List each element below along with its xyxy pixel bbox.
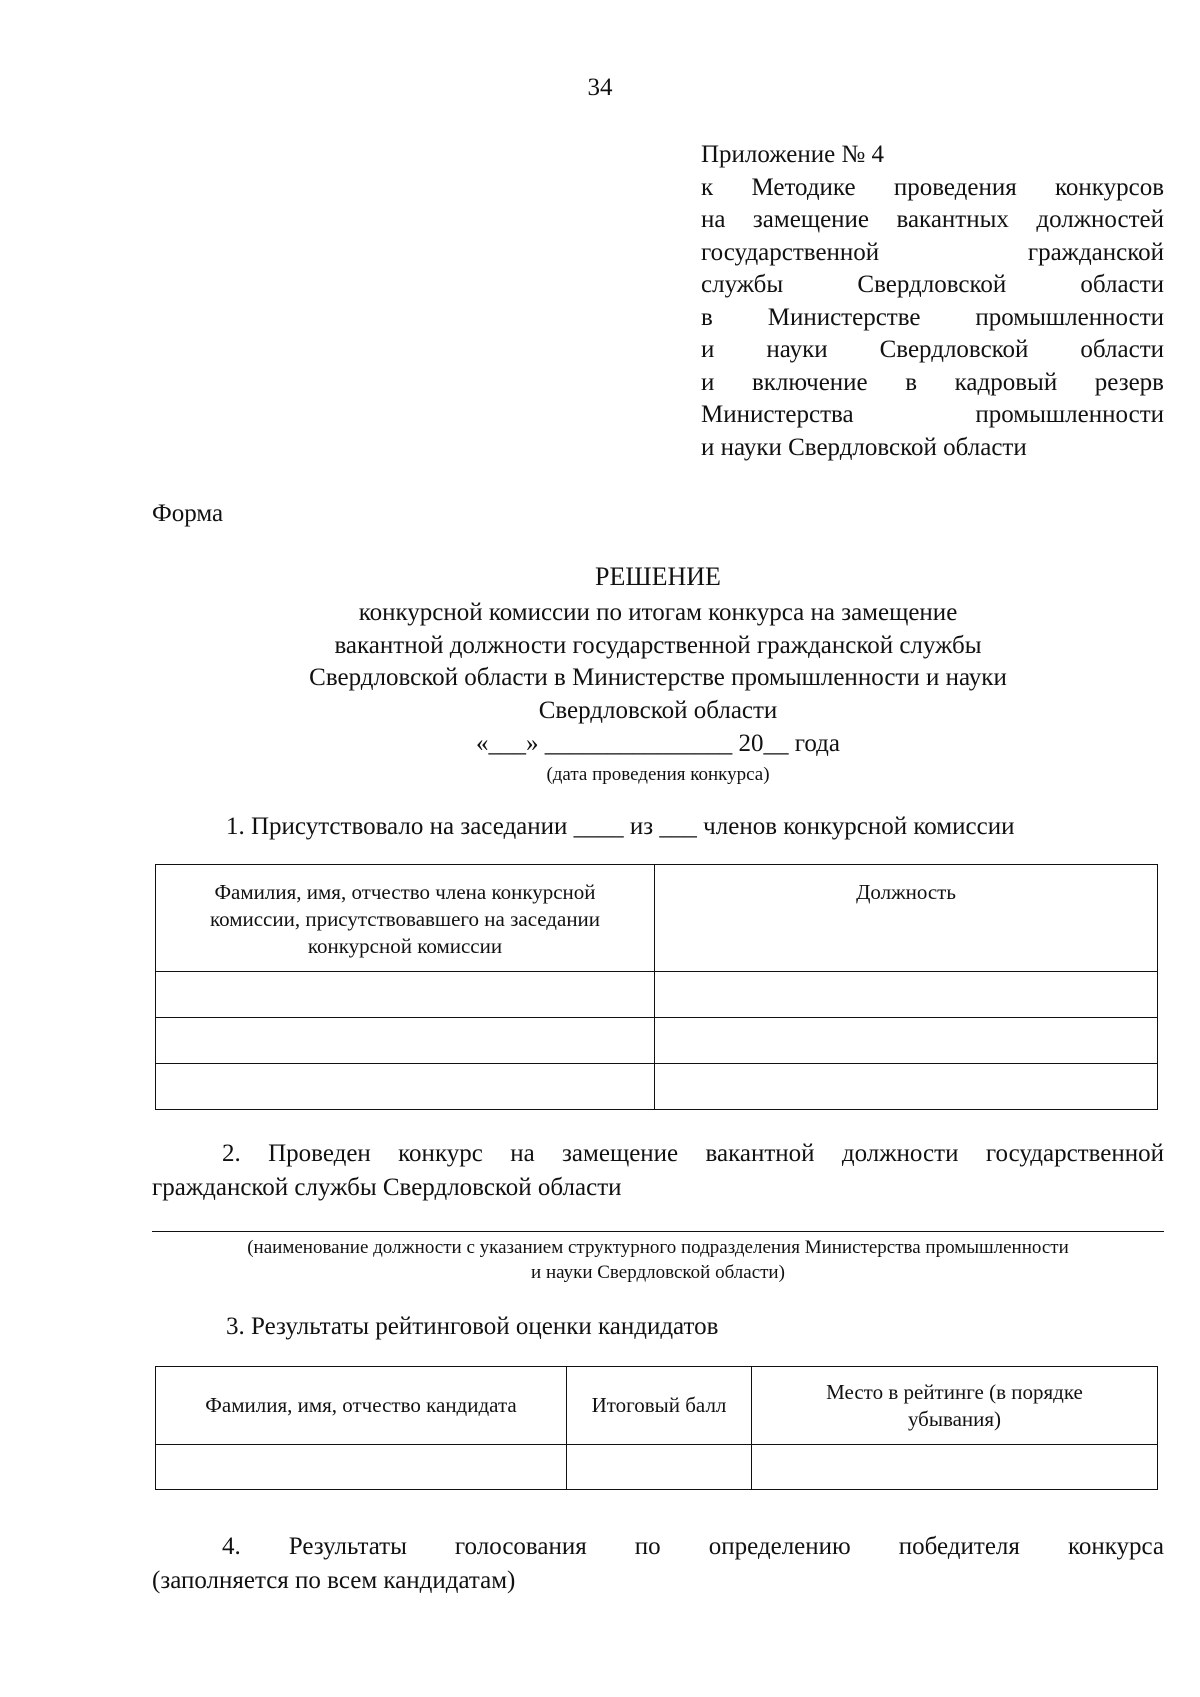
table-row — [156, 1064, 1158, 1110]
rating-header-place-text: Место в рейтинге (в порядке убывания) — [826, 1380, 1083, 1431]
rating-header-place — [752, 1367, 1158, 1445]
appendix-line: в Министерстве промышленности — [701, 303, 1164, 331]
table-cell[interactable] — [156, 1445, 567, 1490]
appendix-line: на замещение вакантных должностей — [701, 206, 1164, 233]
table-header-row — [156, 865, 1158, 972]
table-cell[interactable] — [752, 1445, 1158, 1490]
members-table — [155, 864, 1158, 1110]
table-cell[interactable] — [156, 972, 655, 1018]
decision-subtitle-line: Свердловской области в Министерстве промышленности и науки — [309, 664, 1007, 691]
table-header-row — [156, 1367, 1158, 1445]
appendix-line: службы Свердловской области — [701, 271, 1164, 298]
members-header-fio — [156, 865, 655, 972]
table-cell[interactable] — [156, 1064, 655, 1110]
table-cell[interactable] — [655, 1018, 1158, 1064]
date-caption: (дата проведения конкурса) — [546, 764, 770, 785]
appendix-block — [701, 139, 1164, 464]
page-number: 34 — [587, 74, 613, 101]
members-header-position: Должность — [655, 865, 1158, 972]
table-cell[interactable] — [655, 972, 1158, 1018]
appendix-line: Министерства промышленности — [701, 401, 1164, 428]
decision-title: РЕШЕНИЕ — [595, 562, 721, 591]
rating-header-fio: Фамилия, имя, отчество кандидата — [156, 1367, 567, 1445]
appendix-line: государственной гражданской — [701, 238, 1164, 266]
position-name-field[interactable] — [152, 1231, 1164, 1232]
table-cell[interactable] — [655, 1064, 1158, 1110]
section4 — [152, 1530, 1164, 1598]
appendix-line: и науки Свердловской области — [701, 433, 1027, 461]
appendix-line: и науки Свердловской области — [701, 336, 1164, 363]
appendix-title: Приложение № 4 — [701, 141, 885, 168]
table-cell[interactable] — [567, 1445, 752, 1490]
position-name-caption-line: (наименование должности с указанием структурного подразделения Министерства промышленности — [247, 1237, 1069, 1258]
decision-subtitle-line: конкурсной комиссии по итогам конкурса на замещение — [358, 599, 958, 626]
rating-table — [155, 1366, 1158, 1490]
position-name-caption-line: и науки Свердловской области) — [531, 1262, 785, 1283]
decision-subtitle-line: вакантной должности государственной гражданской службы — [334, 631, 982, 659]
appendix-line: и включение в кадровый резерв — [701, 368, 1164, 396]
decision-subtitle — [0, 597, 1200, 727]
section2-line2: гражданской службы Свердловской области — [152, 1174, 622, 1201]
table-row — [156, 1445, 1158, 1490]
position-name-caption — [152, 1235, 1164, 1285]
members-header-fio-text: Фамилия, имя, отчество члена конкурсной комиссии, присутствовавшего на заседании конкурсной комиссии — [209, 880, 601, 958]
table-row — [156, 972, 1158, 1018]
decision-subtitle-line: Свердловской области — [538, 696, 778, 724]
section4-line1: 4. Результаты голосования по определению победителя конкурса — [222, 1533, 1164, 1560]
appendix-line: к Методике проведения конкурсов — [701, 173, 1164, 201]
section2-line1: 2. Проведен конкурс на замещение вакантной должности государственной — [222, 1140, 1164, 1167]
rating-header-score: Итоговый балл — [567, 1367, 752, 1445]
section4-line2: (заполняется по всем кандидатам) — [152, 1567, 516, 1594]
section3-text: 3. Результаты рейтинговой оценки кандидатов — [226, 1313, 719, 1340]
table-row — [156, 1018, 1158, 1064]
date-line: «___» _______________ 20__ года — [476, 730, 840, 757]
section1-text: 1. Присутствовало на заседании ____ из ___ членов конкурсной комиссии — [226, 813, 1015, 840]
form-label: Форма — [152, 500, 224, 527]
table-cell[interactable] — [156, 1018, 655, 1064]
